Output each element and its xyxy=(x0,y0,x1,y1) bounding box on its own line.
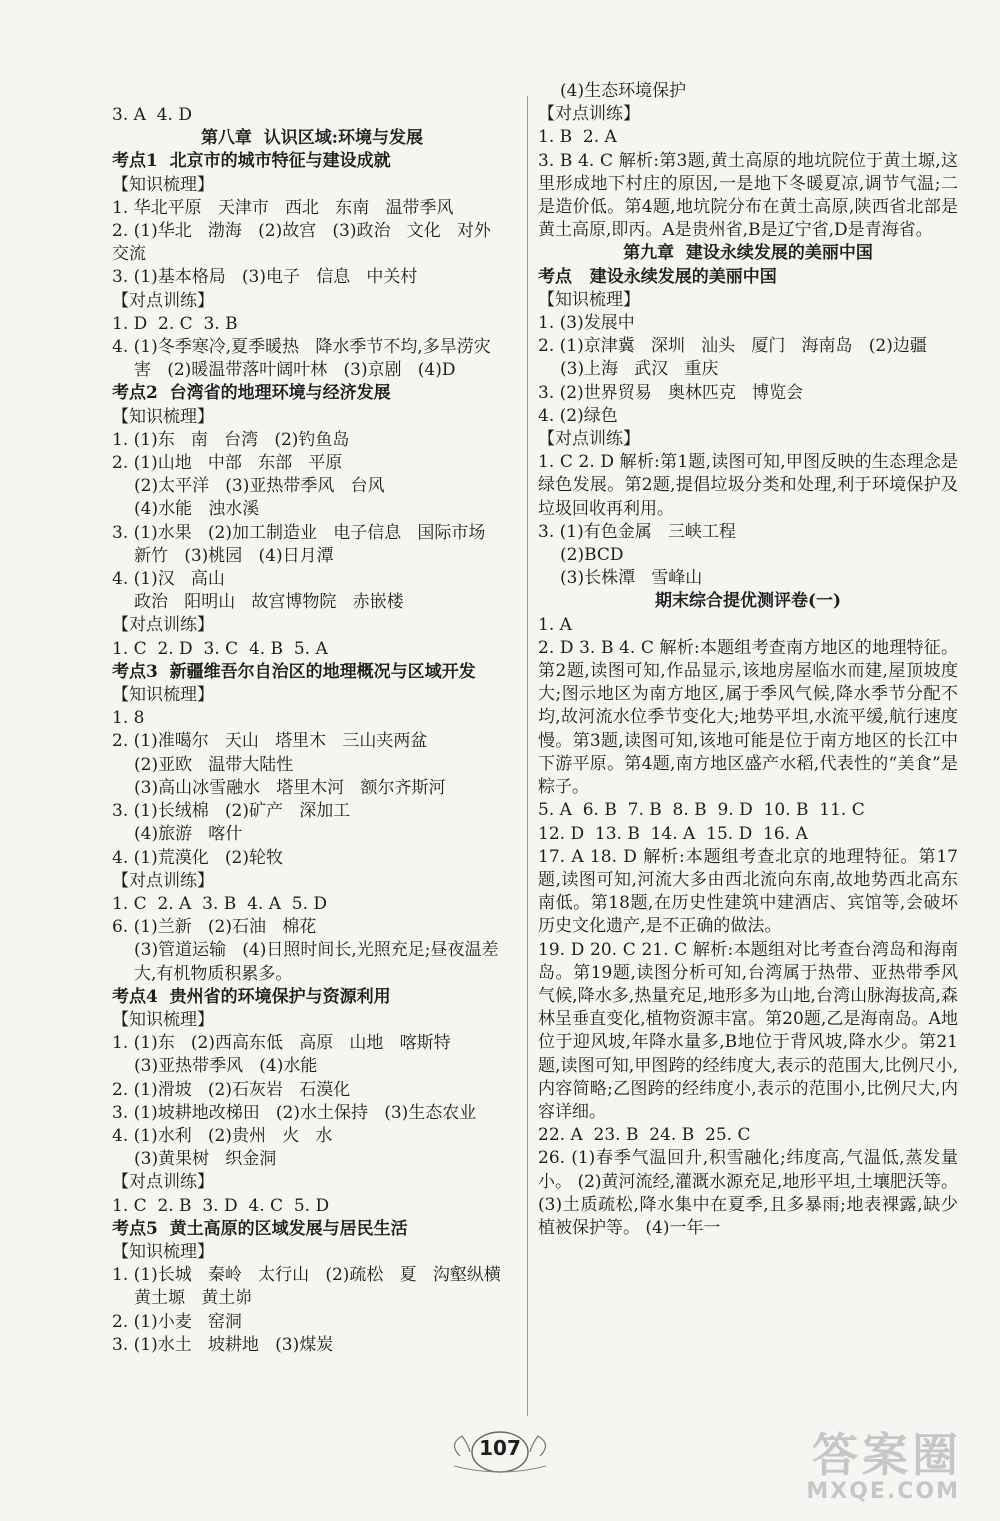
left-line-26: 1. 8 xyxy=(112,708,145,729)
left-line-16: (2)太平洋 (3)亚热带季风 台风 xyxy=(134,476,385,497)
left-line-47: 1. C 2. B 3. D 4. C 5. D xyxy=(112,1195,330,1216)
left-line-12: 考点2 台湾省的地理环境与经济发展 xyxy=(112,383,391,404)
left-line-10: 4. (1)冬季寒冷,夏季暖热 降水季节不均,多旱涝灾 xyxy=(112,337,491,358)
right-line-15: (2)BCD xyxy=(560,545,624,566)
left-line-37: 大,有机物质积累多。 xyxy=(134,963,293,984)
left-line-24: 考点3 新疆维吾尔自治区的地理概况与区域开发 xyxy=(112,661,476,682)
right-line-7: 1. (3)发展中 xyxy=(538,313,635,334)
right-line-23: 19. D 20. C 21. C 解析:本题组对比考查台湾岛和海南岛。第19题,读图分析可知,台湾属于热带、亚热带季风气候,降水多,热量充足,地形多为山地,台湾山脉海拔高,森林呈垂直变化,植物资源丰富。第20题,乙是海南岛。A地位于迎风坡,年降水量多,B地位于背风坡,降水少。第21题,读图可知,甲图跨的经纬度大,表示的范围大,比例尺小,内容简略;乙图跨的经纬度小,表示的范围小,比例尺大,内容详细。 xyxy=(538,939,958,1122)
left-line-23: 1. C 2. D 3. C 4. B 5. A xyxy=(112,638,328,659)
left-line-38: 考点4 贵州省的环境保护与资源利用 xyxy=(112,986,391,1007)
left-line-17: (4)水能 浊水溪 xyxy=(134,499,260,520)
right-line-17: 期末综合提优测评卷(一) xyxy=(654,591,842,612)
left-line-50: 1. (1)长城 秦岭 太行山 (2)疏松 夏 沟壑纵横 xyxy=(112,1265,501,1286)
right-line-11: 4. (2)绿色 xyxy=(538,405,618,426)
left-line-22: 【对点训练】 xyxy=(112,615,214,636)
watermark-logo xyxy=(730,1419,970,1509)
left-line-21: 政治 阳明山 故宫博物院 赤嵌楼 xyxy=(134,592,404,613)
left-line-6: 交流 xyxy=(112,244,146,265)
left-line-39: 【知识梳理】 xyxy=(112,1009,214,1030)
left-line-40: 1. (1)东 (2)西高东低 高原 山地 喀斯特 xyxy=(112,1033,451,1054)
right-line-4: 第九章 建设永续发展的美丽中国 xyxy=(623,243,873,264)
left-line-2: 考点1 北京市的城市特征与建设成就 xyxy=(112,151,391,172)
right-line-10: 3. (2)世界贸易 奥林匹克 博览会 xyxy=(538,382,804,403)
left-line-52: 2. (1)小麦 窑洞 xyxy=(112,1311,242,1332)
left-line-19: 新竹 (3)桃园 (4)日月潭 xyxy=(134,545,334,566)
left-line-18: 3. (1)水果 (2)加工制造业 电子信息 国际市场 xyxy=(112,522,486,543)
left-line-7: 3. (1)基本格局 (3)电子 信息 中关村 xyxy=(112,267,418,288)
left-line-8: 【对点训练】 xyxy=(112,290,214,311)
left-line-46: 【对点训练】 xyxy=(112,1172,214,1193)
column-divider xyxy=(527,96,528,1416)
left-line-27: 2. (1)准噶尔 天山 塔里木 三山夹两盆 xyxy=(112,731,428,752)
left-line-4: 1. 华北平原 天津市 西北 东南 温带季风 xyxy=(112,197,454,218)
watermark-en: MXQE.COM xyxy=(806,1479,960,1504)
left-line-30: 3. (1)长绒棉 (2)矿产 深加工 xyxy=(112,801,351,822)
right-line-9: (3)上海 武汉 重庆 xyxy=(560,359,719,380)
right-line-18: 1. A xyxy=(538,614,572,635)
left-line-49: 【知识梳理】 xyxy=(112,1241,214,1262)
left-column xyxy=(112,104,512,1357)
left-line-51: 黄土塬 黄土峁 xyxy=(134,1288,253,1309)
right-line-21: 12. D 13. B 14. A 15. D 16. A xyxy=(538,823,808,844)
left-line-25: 【知识梳理】 xyxy=(112,685,214,706)
left-line-15: 2. (1)山地 中部 东部 平原 xyxy=(112,453,343,474)
right-line-12: 【对点训练】 xyxy=(538,429,640,450)
page-number: 107 xyxy=(479,1436,521,1460)
left-line-28: (2)亚欧 温带大陆性 xyxy=(134,754,294,775)
right-line-25: 26. (1)春季气温回升,积雪融化;纬度高,气温低,蒸发量小。 (2)黄河流经,灌溉水源充足,地形平坦,土壤肥沃等。 (3)土质疏松,降水集中在夏季,且多暴雨;地表裸露,缺少植被保护等。 (4)一年一 xyxy=(538,1148,958,1238)
right-line-24: 22. A 23. B 24. B 25. C xyxy=(538,1125,751,1146)
left-line-14: 1. (1)东 南 台湾 (2)钓鱼岛 xyxy=(112,429,350,450)
left-line-13: 【知识梳理】 xyxy=(112,406,214,427)
left-line-43: 3. (1)坡耕地改梯田 (2)水土保持 (3)生态农业 xyxy=(112,1102,477,1123)
right-line-19: 2. D 3. B 4. C 解析:本题组考查南方地区的地理特征。第2题,读图可知,作品显示,该地房屋临水而建,屋顶坡度大;图示地区为南方地区,属于季风气候,降水季节分配不均,故河流水位季节变化大;地势平坦,水流平缓,航行速度慢。第3题,读图可知,该地可能是位于南方地区的长江中下游平原。第4题,南方地区盛产水稻,代表性的“美食”是粽子。 xyxy=(538,637,958,798)
left-line-3: 【知识梳理】 xyxy=(112,174,214,195)
right-line-13: 1. C 2. D 解析:第1题,读图可知,甲图反映的生态理念是绿色发展。第2题,提倡垃圾分类和处理,利于环境保护及垃圾回收再利用。 xyxy=(538,452,958,519)
right-line-1: 【对点训练】 xyxy=(538,104,640,125)
left-line-41: (3)亚热带季风 (4)水能 xyxy=(134,1056,318,1077)
right-line-8: 2. (1)京津冀 深圳 汕头 厦门 海南岛 (2)边疆 xyxy=(538,336,927,357)
right-line-22: 17. A 18. D 解析:本题组考查北京的地理特征。第17题,读图可知,河流大多由西北流向东南,故地势西北高东南低。第18题,在历史性建筑中建酒店、宾馆等,会破坏历史文化遗产,是不正确的做法。 xyxy=(538,846,958,937)
watermark-cn: 答案圈 xyxy=(812,1428,962,1482)
left-line-44: 4. (1)水利 (2)贵州 火 水 xyxy=(112,1125,333,1146)
left-line-9: 1. D 2. C 3. B xyxy=(112,313,238,334)
right-line-5: 考点 建设永续发展的美丽中国 xyxy=(538,266,777,287)
left-line-5: 2. (1)华北 渤海 (2)故宫 (3)政治 文化 对外 xyxy=(112,221,491,242)
left-line-53: 3. (1)水土 坡耕地 (3)煤炭 xyxy=(112,1334,334,1355)
left-line-33: 【对点训练】 xyxy=(112,870,214,891)
page-footer xyxy=(440,1422,560,1480)
left-line-0: 3. A 4. D xyxy=(112,105,192,125)
right-line-3: 3. B 4. C 解析:第3题,黄土高原的地坑院位于黄土塬,这里形成地下村庄的原因,一是地下冬暖夏凉,调节气温;二是造价低。第4题,地坑院分布在黄土高原,陕西省北部是黄土高原,即丙。A是贵州省,B是辽宁省,D是青海省。 xyxy=(538,150,958,241)
left-line-31: (4)旅游 喀什 xyxy=(134,824,243,845)
right-line-0: (4)生态环境保护 xyxy=(560,81,687,101)
right-line-6: 【知识梳理】 xyxy=(538,289,640,310)
left-line-20: 4. (1)汉 高山 xyxy=(112,569,225,590)
left-line-45: (3)黄果树 织金洞 xyxy=(134,1149,277,1170)
left-line-34: 1. C 2. A 3. B 4. A 5. D xyxy=(112,893,328,914)
left-line-35: 6. (1)兰新 (2)石油 棉花 xyxy=(112,917,317,938)
right-line-14: 3. (1)有色金属 三峡工程 xyxy=(538,521,736,542)
left-line-1: 第八章 认识区域:环境与发展 xyxy=(200,128,424,149)
left-line-29: (3)高山冰雪融水 塔里木河 额尔齐斯河 xyxy=(134,777,446,798)
right-line-20: 5. A 6. B 7. B 8. B 9. D 10. B 11. C xyxy=(538,800,865,821)
left-line-11: 害 (2)暖温带落叶阔叶林 (3)京剧 (4)D xyxy=(134,360,456,381)
left-line-48: 考点5 黄土高原的区域发展与居民生活 xyxy=(112,1218,408,1239)
left-line-42: 2. (1)滑坡 (2)石灰岩 石漠化 xyxy=(112,1079,351,1100)
right-line-16: (3)长株潭 雪峰山 xyxy=(560,568,703,589)
left-line-36: (3)管道运输 (4)日照时间长,光照充足;昼夜温差 xyxy=(134,940,499,961)
right-line-2: 1. B 2. A xyxy=(538,127,617,148)
left-line-32: 4. (1)荒漠化 (2)轮牧 xyxy=(112,847,283,868)
right-column xyxy=(538,80,958,1240)
